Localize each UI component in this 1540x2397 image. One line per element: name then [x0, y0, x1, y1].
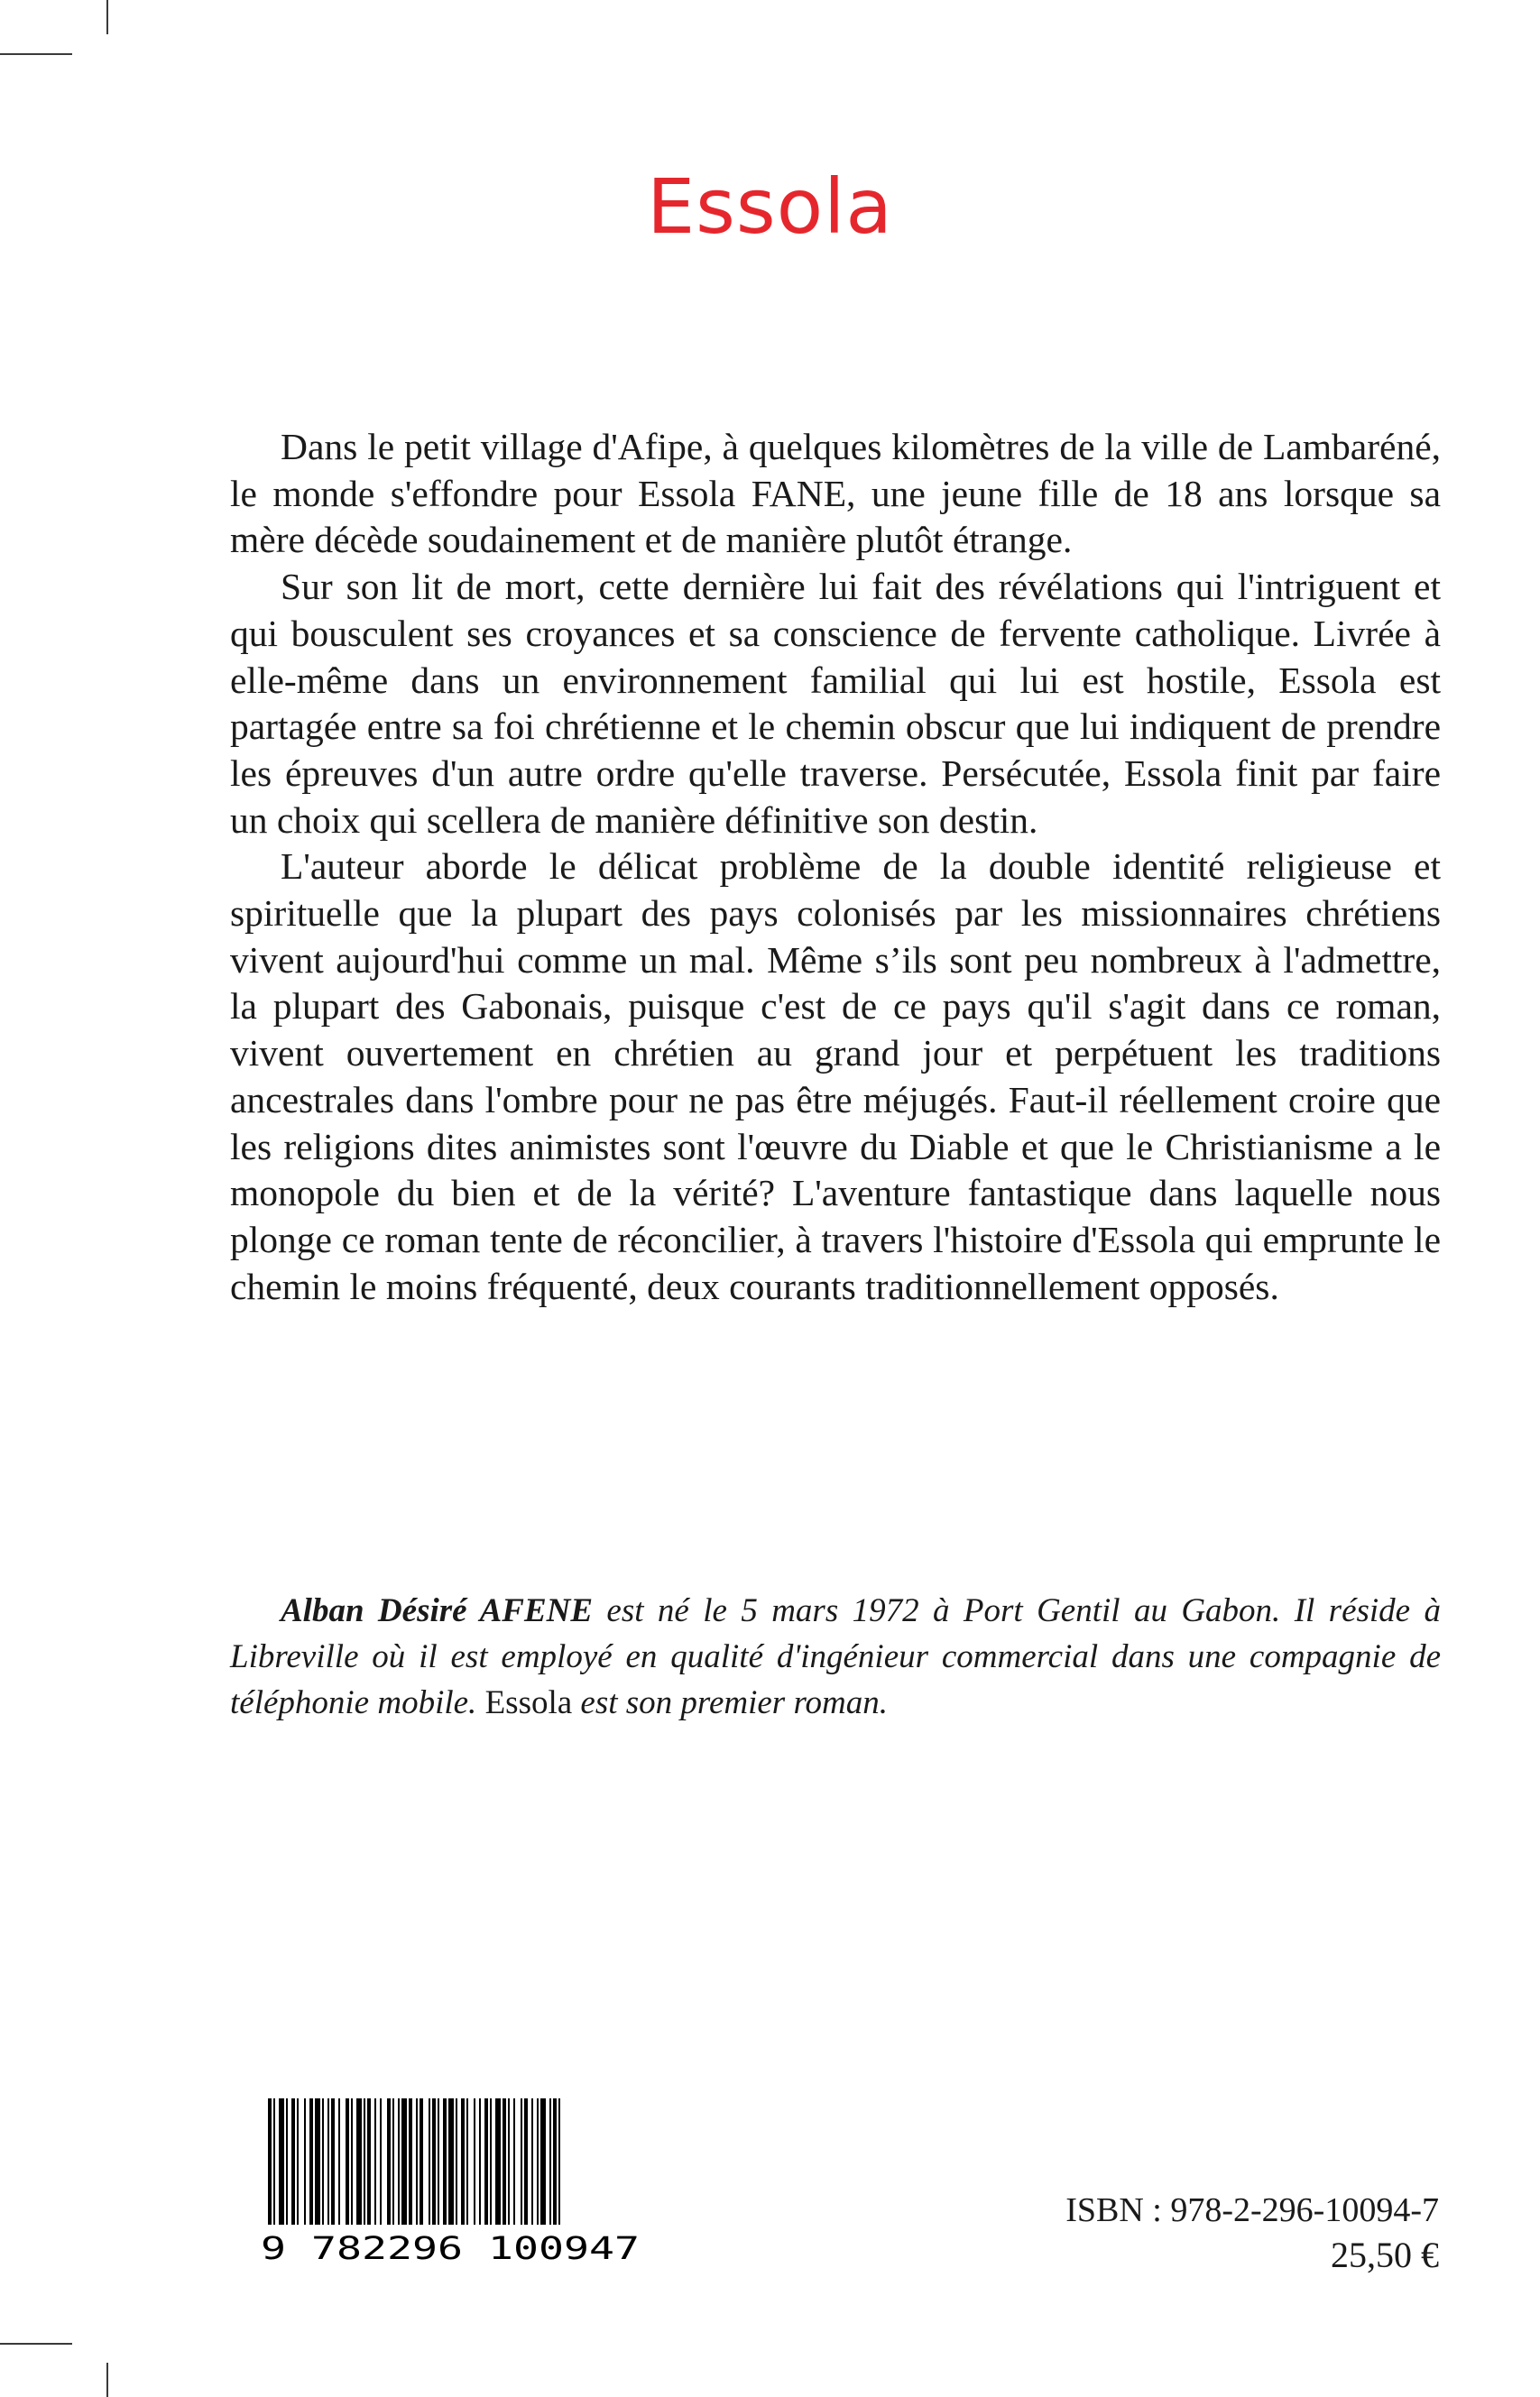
barcode-bar: [279, 2098, 284, 2225]
back-cover-blurb: [230, 424, 1441, 1310]
isbn-label: ISBN : 978-2-296-10094-7: [1065, 2191, 1439, 2229]
barcode-bar: [495, 2098, 501, 2225]
author-bio-text: est né le 5 mars 1972 à Port Gentil au Gabon. Il réside à Libreville où il est employé en qualité d'ingénieur commercial dans une compagnie de téléphonie mobile.: [230, 1592, 1441, 1721]
barcode-bar: [409, 2098, 412, 2225]
barcode-bar: [448, 2098, 454, 2225]
barcode: [257, 2093, 645, 2264]
barcode-bar: [309, 2098, 313, 2225]
barcode-bar: [558, 2098, 560, 2225]
barcode-bar: [364, 2098, 365, 2225]
barcode-bar: [338, 2098, 340, 2225]
barcode-bar: [327, 2098, 329, 2225]
barcode-bar: [331, 2098, 335, 2225]
barcode-bar: [479, 2098, 481, 2225]
author-bio-book-title: Essola: [484, 1684, 573, 1721]
barcode-bar: [466, 2098, 468, 2225]
barcode-bar: [286, 2098, 288, 2225]
barcode-bar: [268, 2098, 272, 2225]
barcode-bar: [432, 2098, 436, 2225]
barcode-digits: 9 782296 100947: [261, 2231, 640, 2264]
barcode-bar: [524, 2098, 528, 2225]
barcode-bar: [553, 2098, 557, 2225]
barcode-bar: [521, 2098, 522, 2225]
barcode-bar: [438, 2098, 439, 2225]
crop-mark-bottom-horizontal: [0, 2343, 72, 2345]
barcode-bar: [374, 2098, 376, 2225]
barcode-bar: [401, 2098, 407, 2225]
barcode-bar: [398, 2098, 400, 2225]
barcode-bar: [420, 2098, 423, 2225]
barcode-bar: [429, 2098, 430, 2225]
barcode-bar: [315, 2098, 320, 2225]
barcode-bar: [540, 2098, 546, 2225]
author-bio: [230, 1588, 1441, 1726]
barcode-bar: [484, 2098, 488, 2225]
crop-mark-top-horizontal: [0, 53, 72, 55]
barcode-bar: [461, 2098, 465, 2225]
crop-mark-top-vertical: [106, 0, 108, 34]
barcode-bar: [531, 2098, 533, 2225]
blurb-paragraph: Dans le petit village d'Afipe, à quelques kilomètres de la ville de Lambaréné, le monde s'effondre pour Essola FANE, une jeune fille de 18 ans lorsque sa mère décède soudainement et de manière plutôt étrange.: [230, 426, 1441, 561]
author-bio-paragraph: [230, 1588, 1441, 1726]
blurb-paragraph: L'auteur aborde le délicat problème de la double identité religieuse et spirituelle que la plupart des pays colonisés par les missionnaires chrétiens vivent aujourd'hui comme un mal. Même s’ils sont peu nombreux à l'admettre, la plupart des Gabonais, puisque c'est de ce pays qu'il s'agit dans ce roman, vivent ouvertement en chrétien au grand jour et perpétuent les traditions ancestrales dans l'ombre pour ne pas être méjugés. Faut-il réellement croire que les religions dites animistes sont l'œuvre du Diable et que le Christianisme a le monopole du bien et de la vérité? L'aventure fantastique dans laquelle nous plonge ce roman tente de réconcilier, à travers l'histoire d'Essola qui emprunte le chemin le moins fréquenté, deux courants traditionnellement opposés.: [230, 845, 1441, 1307]
barcode-bar: [291, 2098, 295, 2225]
barcode-bar: [392, 2098, 394, 2225]
barcode-bar: [549, 2098, 551, 2225]
barcode-bar: [304, 2098, 306, 2225]
barcode-bar: [387, 2098, 391, 2225]
barcode-bar: [346, 2098, 349, 2225]
price-label: 25,50 €: [1331, 2235, 1439, 2275]
barcode-bar: [513, 2098, 515, 2225]
barcode-bar: [456, 2098, 457, 2225]
barcode-bar: [416, 2098, 418, 2225]
author-bio-text-end: est son premier roman.: [572, 1684, 888, 1721]
barcode-bar: [503, 2098, 506, 2225]
barcode-bar: [474, 2098, 475, 2225]
barcode-bar: [367, 2098, 371, 2225]
blurb-paragraph: Sur son lit de mort, cette dernière lui fait des révélations qui l'intriguent et qui bousculent ses croyances et sa conscience de fervente catholique. Livrée à elle-même dans un environnement familial qui lui est hostile, Essola est partagée entre sa foi chrétienne et le chemin obscur que lui indiquent de prendre les épreuves d'un autre ordre qu'elle traverse. Persécutée, Essola finit par faire un choix qui scellera de manière définitive son destin.: [230, 566, 1441, 841]
barcode-bar: [490, 2098, 492, 2225]
crop-mark-bottom-vertical: [106, 2363, 108, 2397]
barcode-bar: [380, 2098, 382, 2225]
book-title: Essola: [647, 162, 893, 251]
barcode-bar: [322, 2098, 324, 2225]
barcode-bar: [443, 2098, 447, 2225]
barcode-bar: [537, 2098, 539, 2225]
barcode-bar: [273, 2098, 275, 2225]
barcode-bar: [297, 2098, 299, 2225]
barcode-bar: [351, 2098, 353, 2225]
barcode-bar: [356, 2098, 362, 2225]
author-name: Alban Désiré AFENE: [281, 1592, 594, 1629]
barcode-bar: [508, 2098, 510, 2225]
